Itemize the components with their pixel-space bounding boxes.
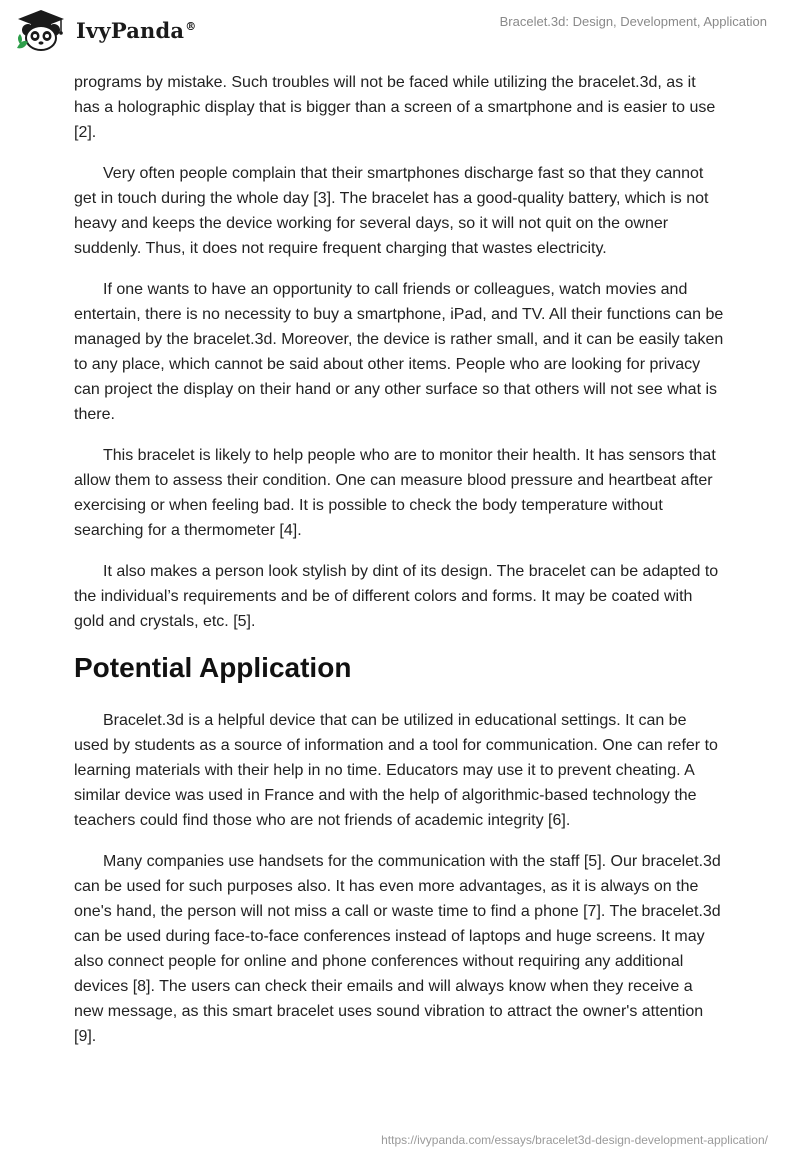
paragraph: Very often people complain that their smartphones discharge fast so that they cannot get in touch during the whole day [3]. The bracelet has a good-quality battery, which is not heavy and keeps the device working for several days, so it will not quit on the owner suddenly. Thus, it does not require frequent charging that wastes electricity. [74, 165, 709, 257]
document-title: Bracelet.3d: Design, Development, Application [499, 14, 767, 29]
paragraph: Many companies use handsets for the communication with the staff [5]. Our bracelet.3d can be used for such purposes also. It has even more advantages, as it is always on the one's hand, the person will not miss a call or waste time to find a phone [7]. The bracelet.3d can be used during face-to-face conferences instead of laptops and huge screens. It may also connect people for online and phone conferences without requiring any additional devices [8]. The users can check their emails and will always know when they receive a new message, as this smart bracelet uses sound vibration to attract the owner's attention [9]. [74, 853, 721, 1045]
paragraph: This bracelet is likely to help people who are to monitor their health. It has sensors that allow them to assess their condition. One can measure blood pressure and heartbeat after exercising or when feeling bad. It is possible to check the body temperature without searching for a thermometer [4]. [74, 447, 716, 539]
page-header [0, 0, 800, 72]
paragraph: If one wants to have an opportunity to call friends or colleagues, watch movies and entertain, there is no necessity to buy a smartphone, iPad, and TV. All their functions can be managed by the bracelet.3d. Moreover, the device is rather small, and it can be easily taken to any place, which cannot be said about other items. People who are looking for privacy can project the display on their hand or any other surface so that others will not see what is there. [74, 281, 724, 423]
logo-text: IvyPanda® [76, 17, 197, 43]
paragraph: programs by mistake. Such troubles will not be faced while utilizing the bracelet.3d, as it has a holographic display that is bigger than a screen of a smartphone and is easier to use [2]. [74, 74, 716, 141]
paragraph: It also makes a person look stylish by dint of its design. The bracelet can be adapted to the individual’s requirements and be of different colors and forms. It may be coated with gold and crystals, etc. [5]. [74, 563, 719, 630]
ivypanda-logo[interactable] [14, 8, 196, 52]
essay-content [74, 70, 724, 1065]
registered-mark: ® [185, 19, 197, 33]
panda-graduation-cap-icon [14, 8, 68, 52]
paragraph: Bracelet.3d is a helpful device that can be utilized in educational settings. It can be used by students as a source of information and a tool for communication. One can refer to learning materials with their help in no time. Educators may use it to prevent cheating. A similar device was used in France and with the help of algorithmic-based technology the teachers could find those who are not friends of academic integrity [6]. [74, 712, 718, 829]
section-heading: Potential Application [74, 652, 352, 683]
source-url[interactable]: https://ivypanda.com/essays/bracelet3d-design-development-application/ [381, 1133, 768, 1147]
